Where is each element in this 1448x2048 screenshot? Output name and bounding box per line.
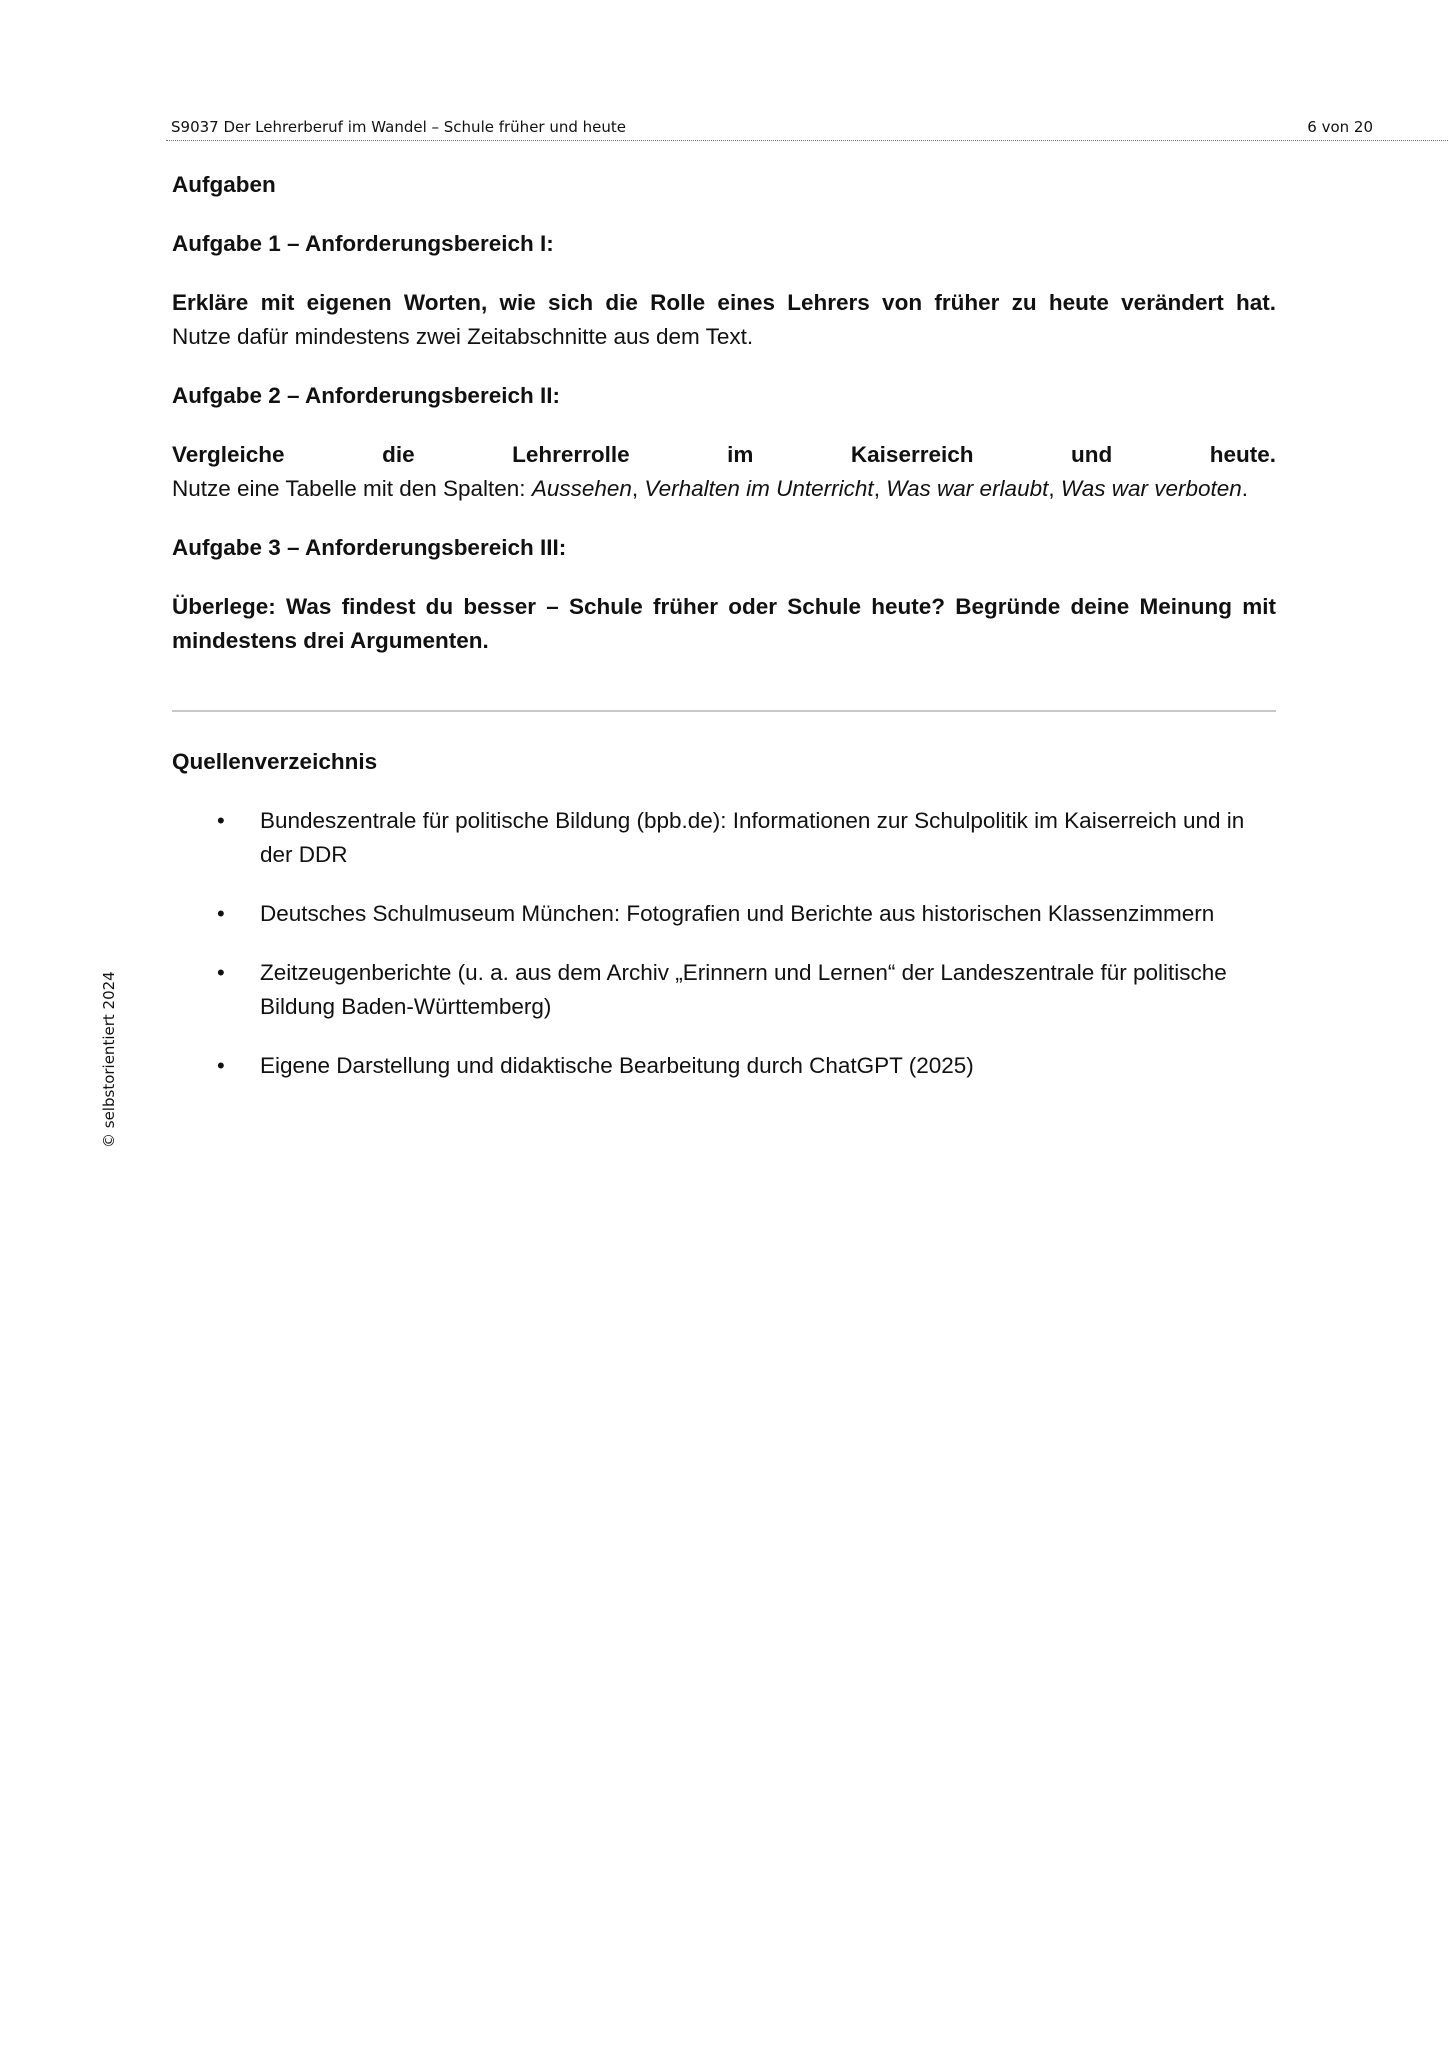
task2-title: Aufgabe 2 – Anforderungsbereich II: <box>172 383 560 408</box>
page-number: 6 von 20 <box>1307 118 1373 136</box>
task3-title: Aufgabe 3 – Anforderungsbereich III: <box>172 535 567 560</box>
header-divider <box>166 140 1448 141</box>
document-title: S9037 Der Lehrerberuf im Wandel – Schule früher und heute <box>171 118 627 136</box>
task2-separator: , <box>873 476 887 501</box>
task2-column-1: Aussehen <box>531 476 632 501</box>
page-content <box>172 168 1276 1083</box>
source-text: Eigene Darstellung und didaktische Bearbeitung durch ChatGPT (2025) <box>260 1053 974 1078</box>
task2-column-4: Was war verboten <box>1060 476 1242 501</box>
copyright-note: © selbstorientiert 2024 <box>100 971 118 1148</box>
task1-title: Aufgabe 1 – Anforderungsbereich I: <box>172 231 554 256</box>
source-item <box>172 1049 1276 1083</box>
source-text: Deutsches Schulmuseum München: Fotografien und Berichte aus historischen Klassenzimmern <box>260 901 1215 926</box>
task2-column-2: Verhalten im Unterricht <box>644 476 874 501</box>
task2-column-3: Was war erlaubt <box>886 476 1049 501</box>
task2-note-prefix: Nutze eine Tabelle mit den Spalten: <box>172 476 532 501</box>
source-item <box>172 897 1276 931</box>
bullet-icon: • <box>217 1053 225 1078</box>
sources-heading: Quellenverzeichnis <box>172 749 378 774</box>
sources-list <box>172 804 1276 1083</box>
task2-note-suffix: . <box>1241 476 1249 501</box>
bullet-icon: • <box>217 808 225 833</box>
source-item <box>172 804 1276 872</box>
task2-separator: , <box>1048 476 1061 501</box>
task3-instruction: Überlege: Was findest du besser – Schule früher oder Schule heute? Begründe deine Meinung mit mindestens drei Argumenten. <box>172 594 1276 653</box>
task1-instruction: Erkläre mit eigenen Worten, wie sich die Rolle eines Lehrers von früher zu heute verändert hat. <box>172 290 1276 315</box>
source-text: Zeitzeugenberichte (u. a. aus dem Archiv „Erinnern und Lernen“ der Landeszentrale für politische Bildung Baden-Württemberg) <box>260 960 1227 1019</box>
tasks-heading: Aufgaben <box>172 172 276 197</box>
task2-instruction: Vergleiche die Lehrerrolle im Kaiserreich und heute. <box>172 442 1276 467</box>
bullet-icon: • <box>217 960 225 985</box>
source-item <box>172 956 1276 1024</box>
task2-note <box>172 472 1276 506</box>
task2-separator: , <box>631 476 645 501</box>
running-header <box>171 114 1373 140</box>
source-text: Bundeszentrale für politische Bildung (bpb.de): Informationen zur Schulpolitik im Kaiserreich und in der DDR <box>260 808 1245 867</box>
task1-note: Nutze dafür mindestens zwei Zeitabschnitte aus dem Text. <box>172 324 754 349</box>
bullet-icon: • <box>217 901 225 926</box>
